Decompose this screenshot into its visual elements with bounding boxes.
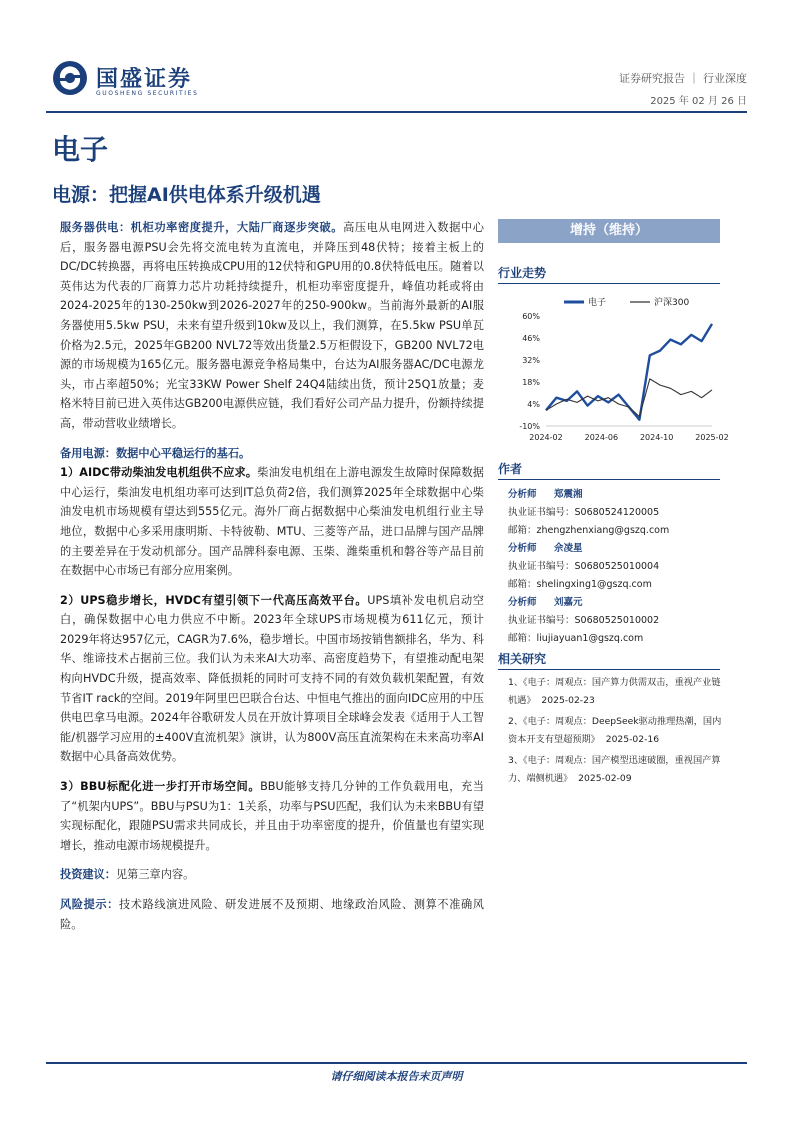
analyst-role: 分析师: [508, 489, 537, 500]
related-item[interactable]: [508, 674, 722, 709]
sector-title: 电子: [52, 133, 109, 166]
related-date: 2025-02-16: [605, 733, 660, 745]
report-title: 电源：把握AI供电体系升级机遇: [52, 184, 321, 206]
header-divider: [46, 111, 747, 113]
lead-bbu: 3）BBU标配化进一步打开市场空间。: [60, 780, 261, 794]
cert-label: 执业证书编号：: [508, 507, 575, 518]
analyst-card: [508, 594, 722, 648]
company-name-cn: 国盛证券: [96, 67, 193, 92]
x-tick-label: 2024-06: [584, 433, 619, 442]
author-header: 作者: [498, 460, 720, 480]
analyst-card: [508, 540, 722, 594]
lead-backup-power: 备用电源：数据中心平稳运行的基石。: [60, 446, 251, 460]
paragraph-risk: [60, 895, 484, 934]
footer-disclaimer: 请仔细阅读本报告末页声明: [330, 1070, 463, 1083]
x-tick-label: 2024-10: [639, 433, 674, 442]
analyst-email[interactable]: liujiayuan1@gszq.com: [536, 633, 644, 644]
y-tick-label: -10%: [519, 422, 540, 431]
y-tick-label: 32%: [522, 356, 540, 365]
related-header: 相关研究: [498, 650, 720, 670]
lead-ups: 2）UPS稳步增长，HVDC有望引领下一代高压高效平台。: [60, 593, 368, 607]
rating-badge: 增持（维持）: [498, 219, 720, 243]
analyst-name: 郑震湘: [554, 489, 583, 500]
analyst-role: 分析师: [508, 543, 537, 554]
footer-divider: [46, 1062, 747, 1064]
cert-number: S0680525010004: [574, 561, 660, 572]
related-title: 2、《电子：周观点：DeepSeek驱动推理热潮，国内资本开支有望超预期》: [508, 716, 722, 745]
text-ups: UPS填补发电机启动空白，确保数据中心电力供应不中断。2023年全球UPS市场规模为611亿元，预计2029年将达957亿元，CAGR为7.6%，稳步增长。中国市场按销售额排名，华为、科华、维谛技术占据前三位。我们认为未来AI大功率、高密度趋势下，有望推动配电架构向HVDC升级，提高效率、降低损耗的同时可支持不同的有效负载机架配置，有效节省IT rack的空间。2019年阿里巴巴联合台达、中恒电气推出的面向IDC应用的中压供电巴拿马电源。2024年谷歌研发人员在开放计算项目全球峰会发表《适用于人工智能/机器学习应用的±400V直流机架》演讲，认为800V高压直流架构在未来高功率AI数据中心具备高效优势。: [60, 593, 484, 764]
text-aidc: 柴油发电机组在上游电源发生故障时保障数据中心运行，柴油发电机组功率可达到IT总负荷2倍，我们测算2025年全球数据中心柴油发电机市场规模有望达到555亿元。海外厂商占据数据中心柴油发电机组行业主导地位，数据中心多采用康明斯、卡特彼勒、MTU、三菱等产品，进口品牌与国产品牌的主要差异在于发动机部分。国产品牌科泰电源、玉柴、潍柴重机和磐谷等产品目前在数据中心市场已有部分应用案例。: [60, 466, 484, 578]
cert-label: 执业证书编号：: [508, 615, 575, 626]
email-label: 邮箱：: [508, 525, 537, 536]
lead-investment: 投资建议：: [60, 868, 116, 882]
cert-number: S0680525010002: [574, 615, 660, 626]
related-date: 2025-02-23: [541, 694, 595, 706]
related-item[interactable]: [508, 713, 722, 748]
related-date: 2025-02-09: [578, 772, 632, 784]
analyst-card: [508, 486, 722, 540]
y-tick-label: 18%: [522, 378, 540, 387]
related-title: 1、《电子：周观点：国产算力供需双击，重视产业链机遇》: [508, 677, 721, 706]
related-list: [508, 674, 722, 791]
related-item[interactable]: [508, 752, 722, 787]
legend-label: 沪深300: [654, 298, 690, 308]
report-date: 2025 年 02 月 26 日: [650, 96, 747, 107]
industry-trend-chart: [500, 292, 729, 447]
text-server-power: 高压电从电网进入数据中心后，服务器电源PSU会先将交流电转为直流电，并降压到48伏特；接着主板上的DC/DC转换器，再将电压转换成CPU用的12伏特和GPU用的0.8伏特低电压。随着以英伟达为代表的厂商算力芯片功耗持续提升，机柜功率密度提升，峰值功耗或将由2024-2025年的130-250kw到2026-2027年的250-900kw。当前海外最新的AI服务器使用5.5kw PSU，未来有望升级到10kw及以上，我们测算，在5.5kw PSU单瓦价格为2.5元，2025年GB200 NVL72等效出货量2.5万柜假设下，GB200 NVL72电源的市场规模为165亿元。服务器电源竞争格局集中，台达为AI服务器AC/DC电源龙头，市占率超50%；光宝33KW Power Shelf 24Q4陆续出货，预计25Q1放量；麦格米特目前已进入英伟达GB200电源供应链，我们看好公司产品力提升，份额持续提高，带动营收业绩增长。: [60, 221, 484, 430]
email-label: 邮箱：: [508, 579, 537, 590]
analyst-name: 佘凌星: [554, 543, 583, 554]
analyst-email[interactable]: zhengzhenxiang@gszq.com: [536, 525, 670, 536]
trend-header: 行业走势: [498, 264, 720, 284]
lead-server-power: 服务器供电：机柜功率密度提升，大陆厂商逐步突破。: [60, 221, 344, 234]
legend-label: 电子: [588, 298, 607, 308]
series-line-electronics: [546, 324, 712, 420]
company-logo-icon: [52, 60, 88, 96]
text-investment: 见第三章内容。: [115, 868, 195, 882]
lead-aidc: 1）AIDC带动柴油发电机组供不应求。: [60, 466, 258, 480]
cert-label: 执业证书编号：: [508, 561, 575, 572]
analyst-name: 刘嘉元: [554, 597, 583, 608]
related-title: 3、《电子：周观点：国产模型迅速破圈，重视国产算力、端侧机遇》: [508, 755, 721, 784]
email-label: 邮箱：: [508, 633, 537, 644]
analyst-role: 分析师: [508, 597, 537, 608]
paragraph-backup-power: [60, 444, 484, 581]
paragraph-bbu: [60, 777, 484, 855]
cert-number: S0680524120005: [574, 507, 660, 518]
y-tick-label: 60%: [522, 312, 540, 321]
x-tick-label: 2024-02: [529, 433, 563, 442]
company-name-en: GUOSHENG SECURITIES: [96, 90, 199, 97]
text-risk: 技术路线演进风险、研发进展不及预期、地缘政治风险、测算不准确风险。: [60, 898, 484, 931]
paragraph-investment: [60, 865, 484, 885]
text-bbu: BBU能够支持几分钟的工作负载用电，充当了“机架内UPS”。BBU与PSU为1：1关系，功率与PSU匹配，我们认为未来BBU有望实现标配化，跟随PSU需求共同成长，并且由于功率密度的提升，价值量也有望实现增长，推动电源市场规模提升。: [60, 780, 484, 852]
analyst-email[interactable]: shelingxing1@gszq.com: [536, 579, 652, 590]
report-type: 证券研究报告 ｜ 行业深度: [619, 72, 747, 85]
y-tick-label: 46%: [522, 334, 540, 343]
paragraph-server-power: [60, 218, 484, 434]
x-tick-label: 2025-02: [695, 433, 729, 442]
paragraph-ups: [60, 591, 484, 767]
y-tick-label: 4%: [527, 400, 540, 409]
lead-risk: 风险提示：: [60, 898, 119, 911]
summary-body: [60, 218, 484, 944]
